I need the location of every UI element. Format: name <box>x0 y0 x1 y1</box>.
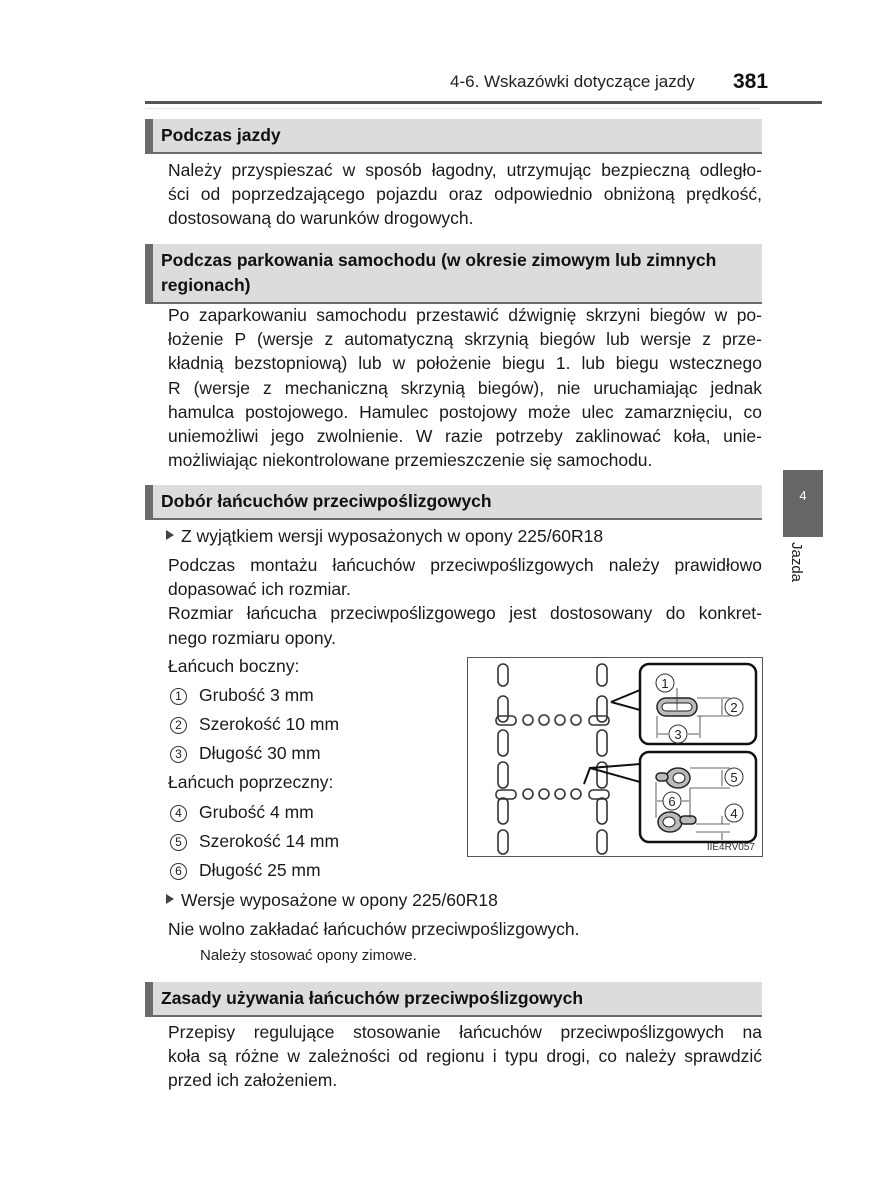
spec-text: Grubość 4 mm <box>199 802 314 822</box>
section-heading-driving <box>145 119 762 154</box>
spec-item <box>170 800 314 824</box>
section-title-line: Podczas parkowania samochodu (w okresie zimowym lub zimnych <box>161 250 717 270</box>
number-circle-icon: 5 <box>170 834 187 851</box>
text-line: Po zaparkowaniu samochodu przestawić dźwignię skrzyni biegów w po- <box>168 305 762 325</box>
warning-text: Nie wolno zakładać łańcuchów przeciwpoślizgowych. <box>168 919 580 939</box>
spec-text: Długość 30 mm <box>199 743 321 763</box>
chapter-tab[interactable] <box>783 470 823 537</box>
section-title: Zasady używania łańcuchów przeciwpoślizgowych <box>161 988 584 1008</box>
spec-text: Szerokość 10 mm <box>199 714 340 734</box>
running-head: 4-6. Wskazówki dotyczące jazdy <box>450 72 695 91</box>
text-line: Należy przyspieszać w sposób łagodny, utrzymując bezpieczną odległo- <box>168 160 762 180</box>
text-line: koła są różne w zależności od regionu i typu drogi, co należy sprawdzić <box>168 1046 762 1067</box>
paragraph-parking <box>168 303 762 472</box>
bullet-except-225 <box>166 524 603 548</box>
cross-chain-label: Łańcuch poprzeczny: <box>168 772 334 792</box>
chain-dimension-figure <box>467 657 763 857</box>
text-line: łożenie P (wersje z automatyczną skrzynią biegów lub wersje z prze- <box>168 329 762 350</box>
spec-text: Długość 25 mm <box>199 860 321 880</box>
svg-text:6: 6 <box>668 794 676 809</box>
tire-chain-diagram-icon <box>468 658 764 858</box>
note-text: Należy stosować opony zimowe. <box>200 947 417 964</box>
section-heading-chain-rules <box>145 982 762 1017</box>
bullet-version-225 <box>166 888 498 912</box>
svg-text:5: 5 <box>730 770 738 785</box>
number-circle-icon: 6 <box>170 863 187 880</box>
text-line: uniemożliwi jego zwolnienie. W razie potrzeby zaklinować koła, unie- <box>168 426 762 447</box>
section-heading-chain-selection <box>145 485 762 520</box>
header-thin-rule <box>145 108 760 109</box>
text-line: dopasować ich rozmiar. <box>168 579 351 600</box>
number-circle-icon: 2 <box>170 717 187 734</box>
chapter-label: Jazda <box>788 542 805 583</box>
text-line: R (wersje z mechaniczną skrzynią biegów), nie uruchamiając jednak <box>168 377 762 398</box>
spec-text: Grubość 3 mm <box>199 685 314 705</box>
page-number: 381 <box>733 70 769 93</box>
text-line: możliwiając niekontrolowane przemieszczenie się samochodu. <box>168 450 653 471</box>
header-rule <box>145 101 822 104</box>
spec-item <box>170 683 314 707</box>
paragraph-driving <box>168 158 762 231</box>
svg-text:4: 4 <box>730 806 738 821</box>
text-line: Przepisy regulujące stosowanie łańcuchów przeciwpoślizgowych na <box>168 1022 762 1042</box>
triangle-bullet-icon <box>166 894 174 904</box>
chapter-number: 4 <box>799 488 807 503</box>
text-line: ści od poprzedzającego pojazdu oraz odpowiednio obniżoną prędkość, <box>168 184 762 205</box>
svg-text:1: 1 <box>661 676 669 691</box>
text-line: przed ich założeniem. <box>168 1070 338 1091</box>
number-circle-icon: 4 <box>170 805 187 822</box>
triangle-bullet-icon <box>166 530 174 540</box>
spec-item <box>170 829 339 853</box>
figure-code: IIE4RV057 <box>706 842 755 853</box>
text-line: Rozmiar łańcucha przeciwpoślizgowego jest dostosowany do konkret- <box>168 603 762 624</box>
spec-item <box>170 741 321 765</box>
section-title-line: regionach) <box>161 275 251 295</box>
spec-item <box>170 858 321 882</box>
text-line: nego rozmiaru opony. <box>168 627 336 648</box>
spec-text: Szerokość 14 mm <box>199 831 340 851</box>
paragraph-chain-size <box>168 553 762 650</box>
svg-text:2: 2 <box>730 700 738 715</box>
spec-item <box>170 712 339 736</box>
side-chain-label: Łańcuch boczny: <box>168 656 300 676</box>
text-line: kładnią bezstopniową) lub w położenie biegu 1. lub biegu wstecznego <box>168 353 762 374</box>
bullet-text: Wersje wyposażone w opony 225/60R18 <box>181 890 498 910</box>
svg-text:3: 3 <box>674 727 682 742</box>
section-title: Podczas jazdy <box>161 125 281 145</box>
text-line: hamulca postojowego. Hamulec postojowy może ulec zamarznięciu, co <box>168 401 762 422</box>
section-title: Dobór łańcuchów przeciwpoślizgowych <box>161 491 492 511</box>
number-circle-icon: 3 <box>170 746 187 763</box>
text-line: dostosowaną do warunków drogowych. <box>168 208 474 229</box>
section-heading-parking <box>145 244 762 304</box>
paragraph-chain-rules <box>168 1020 762 1093</box>
number-circle-icon: 1 <box>170 688 187 705</box>
bullet-text: Z wyjątkiem wersji wyposażonych w opony 225/60R18 <box>181 526 604 546</box>
text-line: Podczas montażu łańcuchów przeciwpoślizgowych należy prawidłowo <box>168 555 762 575</box>
